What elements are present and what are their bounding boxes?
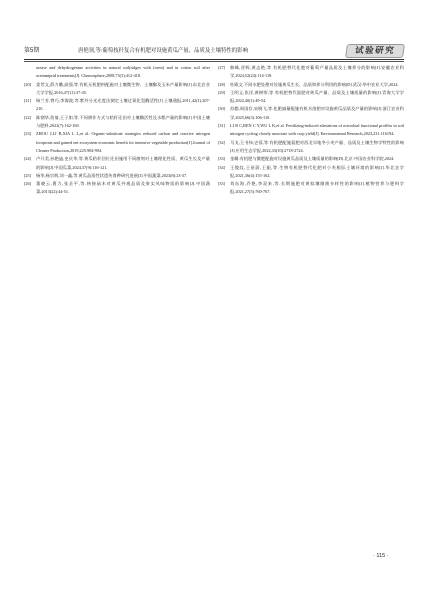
reference-text: 金璐.有机肥与微肥配施对设施黄瓜品质及土壤质量的影响[D].北京:中国农业科学院,2024. <box>230 156 395 162</box>
reference-list-left <box>24 64 210 197</box>
reference-item <box>218 139 404 156</box>
reference-text: 杜殿文.不同水肥处理对设施黄瓜生长、品质和养分利用的影响[D].武汉:华中农业大学,2024. <box>230 81 399 87</box>
reference-number: [25] <box>24 172 32 178</box>
page-number: · 115 · <box>373 553 389 559</box>
reference-number: [33] <box>218 156 226 162</box>
reference-item <box>218 89 404 106</box>
reference-item <box>24 64 210 81</box>
reference-item <box>24 97 210 114</box>
reference-number: [21] <box>24 98 32 104</box>
reference-number: [29] <box>218 89 226 95</box>
reference-item <box>218 64 404 81</box>
reference-item <box>218 164 404 181</box>
reference-text: 韩峰,晋辉,黄志艳,等.有机肥替代化肥对葡萄产量品质及土壤养分的影响[J].安徽农业科学,2024,52(24):114-118. <box>230 65 404 79</box>
reference-item <box>24 180 210 197</box>
reference-number: [32] <box>218 139 226 145</box>
reference-item <box>218 105 404 122</box>
reference-number: [27] <box>218 65 226 70</box>
reference-list-right <box>218 64 404 197</box>
reference-text: 杨兰芳,曾巧,李海波,等.紫外分光光度法测定土壤过氧化氢酶活性[J].土壤通报,2011,42(1):207-210. <box>36 98 210 112</box>
reference-text: urease and dehydrogenase activities in natural soil(ridges with forest) and in cotton soil after acetamiprid treatments[J]. Chemosphere,2008,73(3):412-418. <box>36 65 210 79</box>
reference-number: [23] <box>24 131 32 137</box>
page-header <box>24 44 404 58</box>
reference-text: 董晓云,曹力,张圣平,等.核接砧木对黄瓜外观品质及果实风味物质的影响[J].中国蔬菜,2013(22):44-51. <box>36 181 210 195</box>
reference-number: [28] <box>218 81 226 87</box>
reference-item <box>24 130 210 155</box>
reference-text: 陈钢华,詹倩,王子如,等.不同耕作方式与秸秆还田对土壤酶活性及水稻产量的影响[J].中国土壤与肥料,2022(7):162-169. <box>36 114 210 129</box>
reference-number: [26] <box>24 181 32 187</box>
reference-text: 苏勤,周国存,宋晓飞,等.化肥减量配施有机水溶肥对设施黄瓜品质及产量的影响[J].浙江农业科学,2025,66(3):106-110. <box>230 106 404 120</box>
reference-item <box>24 81 210 98</box>
reference-item <box>218 122 404 139</box>
reference-text: 马戈,王书伟,史蓉,等.有机肥配施氮肥对西北旱地冬小麦产量、品质及土壤生物学特性的影响[J].应用生态学报,2022,33(10):2718-2724. <box>230 139 404 153</box>
reference-item <box>24 172 210 180</box>
reference-item <box>218 155 404 163</box>
reference-number: [24] <box>24 156 32 162</box>
reference-number: [34] <box>218 164 226 170</box>
reference-text: 王俊纹,王星蔚,王振,等.生物有机肥替代化肥对小麦根际土壤环境的影响[J].华北农学报,2021,36(4):155-162. <box>230 164 404 178</box>
issue-number: 第5期 <box>24 48 40 54</box>
running-title: 唐艳领,等:葡萄枝秆复合有机肥对设施黄瓜产量、品质及土壤特性的影响 <box>78 48 248 54</box>
reference-item <box>218 81 404 89</box>
reference-text: 姜世文,薛力雕,高强,等.有机无机肥料配施对土壤微生物、土壤酶及玉米产量影响[J].东北农业大学学报,2016,47(11):37-45. <box>36 81 210 95</box>
reference-item <box>24 155 210 172</box>
reference-item <box>24 114 210 131</box>
reference-number: [20] <box>24 81 32 87</box>
reference-number: [31] <box>218 123 226 129</box>
reference-item <box>218 180 404 197</box>
reference-number: [22] <box>24 114 32 120</box>
reference-text: 刘东海,乔艳,李双来,等.长期施肥对黄棕壤细菌多样性的影响[J].植物营养与肥料学报,2021,27(5):760-767. <box>230 181 404 195</box>
reference-text: 卢开美,孙艳迪,史庆华,等.黄瓜秸秆回位还田施用不同菌剂对土壤理化性质、黄瓜生长及产量的影响[J].中国瓜菜,2024,37(9):116-121. <box>36 156 210 170</box>
reference-number: [30] <box>218 106 226 112</box>
reference-text: 王明义,张洋,黄树带,等.有机肥替代氮肥对黄瓜产量、品质及土壤质量的影响[J].青海大学学报,2022,40(1):49-54. <box>230 89 404 104</box>
reference-number: [35] <box>218 181 226 187</box>
header-rule <box>24 59 404 60</box>
reference-text: ZHOU J,LI B,XIA L L,et al. Organic-substitute strategies reduced carbon and reactive nitrogen footprints and gained net ecosystem economic benefit for intensive vegetable production[J].Journal of Cleaner Production,2019,225:984-994. <box>36 131 210 153</box>
reference-text: LI R C,REN C Y,WU L K,et al. Fertilizing-induced alterations of microbial functional profiles in soil nitrogen cycling closely associate with crop yield[J]. Environmental Research,2023,231:116194. <box>230 123 404 137</box>
section-badge: 试验研究 <box>345 44 405 58</box>
reference-text: 杨华,杨宗辉,刘一鑫,等.黄瓜品质性状遗传育种研究进展[J].中国蔬菜,2023(8):23-37. <box>36 172 188 178</box>
